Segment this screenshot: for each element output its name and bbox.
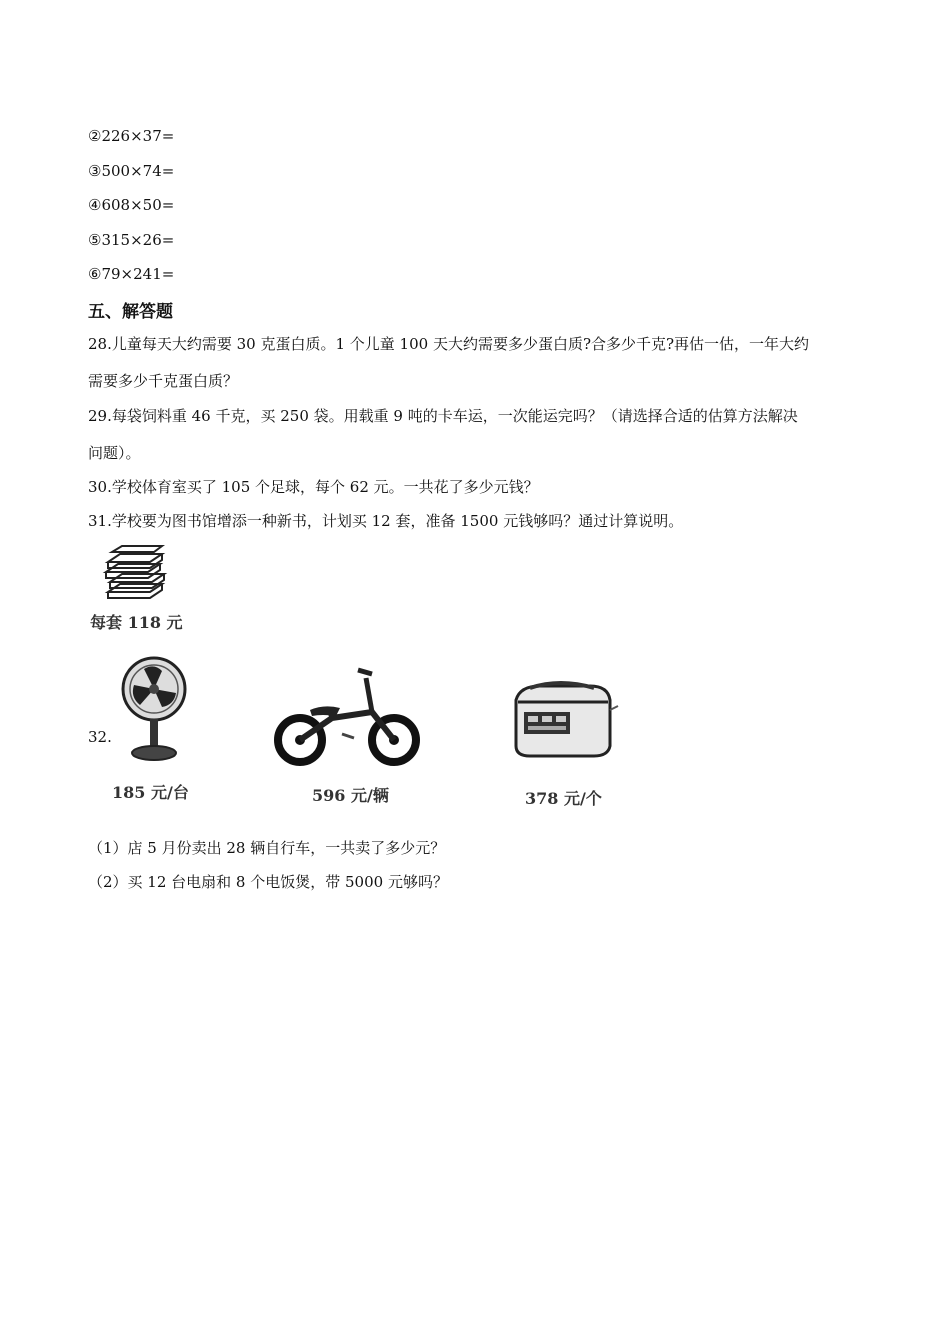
question-29-line2: 问题）。 bbox=[88, 444, 141, 462]
calc-item-2: ②226×37= bbox=[88, 127, 175, 145]
question-32-sub2: （2）买 12 台电扇和 8 个电饭煲，带 5000 元够吗？ bbox=[88, 873, 448, 891]
electric-fan-image bbox=[118, 655, 190, 765]
question-28-line2: 需要多少千克蛋白质？ bbox=[88, 372, 239, 390]
question-32-sub1: （1）店 5 月份卖出 28 辆自行车，一共卖了多少元？ bbox=[88, 839, 446, 857]
section-title: 五、解答题 bbox=[88, 302, 173, 322]
question-30: 30.学校体育室买了 105 个足球，每个 62 元。一共花了多少元钱？ bbox=[88, 478, 539, 496]
book-price: 每套 118 元 bbox=[90, 613, 183, 632]
calc-item-5: ⑤315×26= bbox=[88, 231, 175, 249]
question-32-number: 32. bbox=[88, 728, 112, 746]
question-28-line1: 28.儿童每天大约需要 30 克蛋白质。1 个儿童 100 天大约需要多少蛋白质?合多少千克?再估一估，一年大约 bbox=[88, 335, 810, 353]
bicycle-image bbox=[272, 660, 422, 770]
calc-item-6: ⑥79×241= bbox=[88, 265, 175, 283]
calc-item-3: ③500×74= bbox=[88, 162, 175, 180]
bike-price: 596 元/辆 bbox=[312, 786, 389, 805]
question-31: 31.学校要为图书馆增添一种新书，计划买 12 套，准备 1500 元钱够吗？通过计算说明。 bbox=[88, 512, 684, 530]
question-29-line1: 29.每袋饲料重 46 千克，买 250 袋。用载重 9 吨的卡车运，一次能运完吗？（请选择合适的估算方法解决 bbox=[88, 407, 798, 425]
book-stack-image bbox=[100, 540, 170, 606]
cooker-price: 378 元/个 bbox=[525, 789, 602, 808]
rice-cooker-image bbox=[510, 680, 620, 760]
fan-price: 185 元/台 bbox=[112, 783, 189, 802]
calc-item-4: ④608×50= bbox=[88, 196, 175, 214]
